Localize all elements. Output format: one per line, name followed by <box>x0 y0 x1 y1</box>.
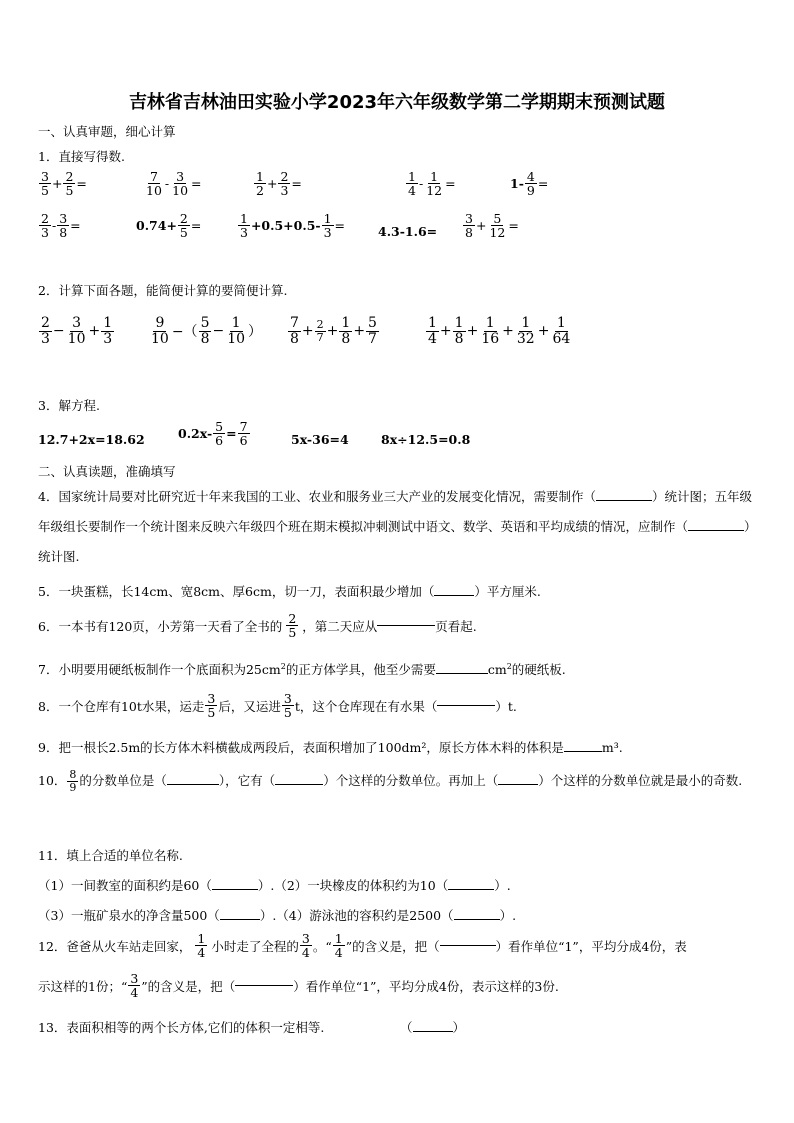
answer-blank[interactable] <box>498 784 538 785</box>
answer-blank[interactable] <box>454 919 500 920</box>
answer-blank[interactable] <box>275 784 323 785</box>
q6-text: 6．一本书有120页，小芳第一天看了全书的 $\frac{2}{5}$ ，第二天应从 页看起. <box>38 611 477 641</box>
q1-item-7: 0.74+ $\frac{2}{5}$ = <box>136 211 202 241</box>
answer-blank[interactable] <box>596 500 652 501</box>
q3-equation-1: 12.7+2x=18.62 <box>38 432 145 447</box>
q2-expr-4: $\frac{1}{4}$ + $\frac{1}{8}$ + $\frac{1}{16}$ + $\frac{1}{32}$ + $\frac{1}{64}$ <box>428 315 571 347</box>
section-2-heading: 二、认真读题，准确填写 <box>38 464 176 479</box>
answer-blank[interactable] <box>440 945 496 946</box>
q11-line-2: （3）一瓶矿泉水的净含量500（ ）.（4）游泳池的容积约是2500（ ）. <box>38 908 517 923</box>
answer-blank[interactable] <box>377 625 435 626</box>
q1-item-9: 4.3-1.6= <box>378 224 438 239</box>
q9-text: 9．把一根长2.5m的长方体木料横截成两段后，表面积增加了100dm²，原长方体木料的体积是 m³. <box>38 740 623 755</box>
answer-blank[interactable] <box>564 751 602 752</box>
answer-blank[interactable] <box>212 889 258 890</box>
q2-expr-1: $\frac{2}{3}$ − $\frac{3}{10}$ + $\frac{1}{3}$ <box>41 315 113 347</box>
answer-blank[interactable] <box>434 595 474 596</box>
answer-blank[interactable] <box>413 1031 453 1032</box>
q4-text: 4．国家统计局要对比研究近十年来我国的工业、农业和服务业三大产业的发展变化情况，需要制作（ ）统计图；五年级年级组长要制作一个统计图来反映六年级四个班在期末模拟冲刺测试中语文、数学、英语和平均成绩的情况，应制作（ ）统计图. <box>38 489 752 564</box>
q12-line-2: 示这样的1份；“ $\frac{3}{4}$ ”的含义是，把（ ）看作单位“1”，平均分成4份，表示这样的3份. <box>38 971 559 1001</box>
q3-equation-4: 8x÷12.5=0.8 <box>381 432 471 447</box>
q1-item-4: $\frac{1}{4}$ - $\frac{1}{12}$ = <box>408 169 456 199</box>
page-title: 吉林省吉林油田实验小学2023年六年级数学第二学期期末预测试题 <box>128 92 666 113</box>
fraction: $\frac{3}{5}$ <box>41 169 49 199</box>
q3-equation-3: 5x-36=4 <box>291 432 349 447</box>
section-1-heading: 一、认真审题，细心计算 <box>38 124 176 139</box>
q1-item-10: $\frac{3}{8}$ + $\frac{5}{12}$ = <box>465 211 519 241</box>
q1-item-8: $\frac{1}{3}$ +0.5+0.5- $\frac{1}{3}$ = <box>240 211 346 241</box>
fraction: $\frac{2}{5}$ <box>65 169 74 199</box>
answer-blank[interactable] <box>235 985 293 986</box>
answer-blank[interactable] <box>436 673 488 674</box>
answer-blank[interactable] <box>437 705 495 706</box>
q3-label: 3．解方程. <box>38 398 100 413</box>
q13-text: 13．表面积相等的两个长方体,它们的体积一定相等. <box>38 1020 325 1035</box>
q11-line-1: （1）一间教室的面积约是60（ ）.（2）一块橡皮的体积约为10（ ）. <box>38 878 511 893</box>
q2-expr-2: $\frac{9}{10}$ −（ $\frac{5}{8}$ − $\frac{1}{10}$ ） <box>151 315 263 347</box>
q1-item-1: $\frac{3}{5}$ + $\frac{2}{5}$ = <box>41 169 87 199</box>
q1-item-2: $\frac{7}{10}$ - $\frac{3}{10}$ = <box>146 169 202 199</box>
answer-blank[interactable] <box>688 530 744 531</box>
q8-text: 8．一个仓库有10t水果，运走 $\frac{3}{5}$ 后，又运进 $\frac{3}{5}$ t，这个仓库现在有水果（ ）t. <box>38 691 517 721</box>
answer-blank[interactable] <box>167 784 219 785</box>
q1-label: 1．直接写得数. <box>38 149 125 164</box>
q13-answer: （ ） <box>400 1020 466 1035</box>
q1-item-6: $\frac{2}{3}$ - $\frac{3}{8}$ = <box>41 211 81 241</box>
q1-item-3: $\frac{1}{2}$ + $\frac{2}{3}$ = <box>256 169 302 199</box>
answer-blank[interactable] <box>220 919 260 920</box>
answer-blank[interactable] <box>448 889 494 890</box>
q5-text: 5．一块蛋糕，长14cm、宽8cm、厚6cm，切一刀，表面积最少增加（ ）平方厘米. <box>38 584 541 599</box>
area-value: 25cm <box>245 662 281 677</box>
q12-line-1: 12．爸爸从火车站走回家， $\frac{1}{4}$ 小时走了全程的 $\frac{3}{4}$ 。“ $\frac{1}{4}$ ”的含义是，把（ ）看作单位“1”，平均分成4份，表 <box>38 931 687 961</box>
q11-label: 11．填上合适的单位名称. <box>38 848 183 863</box>
q7-text: 7．小明要用硬纸板制作一个底面积为$25cm^2$的正方体学具，他至少需要 $cm^2$的硬纸板. <box>38 661 566 677</box>
q2-label: 2．计算下面各题，能简便计算的要简便计算. <box>38 283 288 298</box>
q2-expr-3: $\frac{7}{8}$ + $\frac{2}{7}$ + $\frac{1}{8}$ + $\frac{5}{7}$ <box>290 315 377 347</box>
q3-equation-2: 0.2x- $\frac{5}{6}$ = $\frac{7}{6}$ <box>178 419 248 449</box>
q1-item-5: 1- $\frac{4}{9}$ = <box>510 169 549 199</box>
q10-text: 10． $\frac{8}{9}$ 的分数单位是（ ），它有（ ）个这样的分数单位。再加上（ ）个这样的分数单位就是最小的奇数. <box>38 768 743 794</box>
